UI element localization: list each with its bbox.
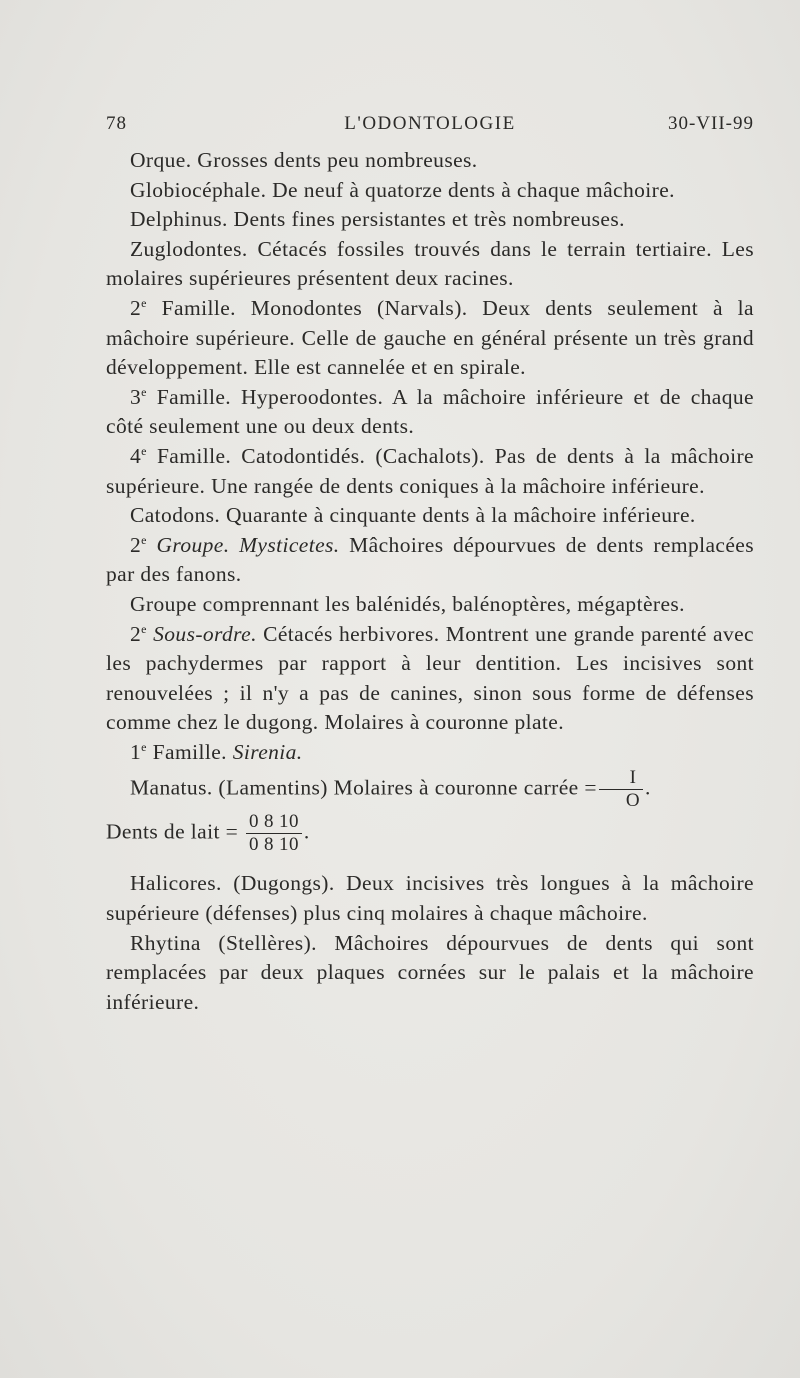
fraction-numerator: 0 8 10: [246, 811, 302, 834]
paragraph-sous-ordre-2: [106, 620, 754, 738]
ordinal: 2: [130, 295, 142, 320]
paragraph-text: Famille. Monodontes (Narvals). Deux dents seulement à la mâchoire supérieure. Celle de gauche en général présente un très grand développement. Elle est cannelée et en spirale.: [106, 295, 754, 380]
paragraph-orque: Orque. Grosses dents peu nombreuses.: [130, 148, 478, 172]
paragraph-text: Famille.: [146, 739, 233, 764]
ordinal-suffix: e: [141, 621, 147, 636]
paragraph-delphinus: Delphinus. Dents fines persistantes et très nombreuses.: [130, 207, 625, 232]
paragraph-rhytina: Rhytina (Stellères). Mâchoires dépourvues de dents qui sont remplacées par deux plaques cornées sur le palais et la mâchoire inférieure.: [106, 930, 754, 1014]
italic-heading: Sirenia.: [232, 739, 303, 764]
fraction-denominator: O: [625, 790, 641, 812]
paragraph-groupe-comprenant: Groupe comprennant les balénidés, balénoptères, mégaptères.: [130, 591, 685, 616]
body-text: [106, 146, 754, 1017]
issue-date: 30-VII-99: [667, 113, 754, 134]
ordinal-suffix: e: [141, 443, 147, 458]
paragraph-dents-de-lait: Dents de lait = $\frac{0 8 10}{0 8 10}$ .: [106, 811, 310, 856]
ordinal: 2: [130, 532, 142, 557]
paragraph-famille-3: [106, 383, 754, 442]
paragraph-famille-2: [106, 294, 754, 383]
ordinal: 4: [130, 443, 142, 468]
paragraph-text: Famille. Catodontidés. (Cachalots). Pas de dents à la mâchoire supérieure. Une rangée de dents coniques à la mâchoire inférieure.: [106, 443, 754, 498]
running-header: [106, 113, 754, 143]
italic-heading: Groupe. Mysticetes.: [146, 532, 340, 557]
fraction-denominator: 0 8 10: [248, 834, 299, 856]
paragraph-famille-4: [106, 442, 754, 501]
fraction-numerator: I: [599, 767, 643, 790]
paragraph-text: Manatus. (Lamentins) Molaires à couronne carrée =: [130, 775, 597, 800]
paragraph-halicores: Halicores. (Dugongs). Deux incisives très longues à la mâchoire supérieure (défenses) plus cinq molaires à chaque mâchoire.: [106, 871, 754, 926]
ordinal: 3: [130, 384, 142, 409]
paragraph-catodons: Catodons. Quarante à cinquante dents à la mâchoire inférieure.: [130, 503, 696, 528]
fraction-dents-de-lait: [246, 811, 302, 856]
paragraph-globiocephale: Globiocéphale. De neuf à quatorze dents à chaque mâchoire.: [130, 177, 675, 202]
page-number: 78: [106, 113, 127, 134]
ordinal: 2: [130, 621, 142, 646]
ordinal: 1: [130, 739, 142, 764]
paragraph-famille-1: [106, 738, 754, 768]
paragraph-manatus: Manatus. (Lamentins) Molaires à couronne carrée = $\frac{I}{O}$ .: [130, 767, 651, 812]
paragraph-zuglodontes: Zuglodontes. Cétacés fossiles trouvés dans le terrain tertiaire. Les molaires supérieures présentent deux racines.: [106, 236, 754, 291]
running-title: L'ODONTOLOGIE: [344, 113, 516, 134]
ordinal-suffix: e: [141, 295, 147, 310]
paragraph-groupe-2: [106, 531, 754, 590]
ordinal-suffix: e: [141, 384, 147, 399]
paragraph-text: Dents de lait =: [106, 819, 239, 844]
italic-heading: Sous-ordre.: [146, 621, 257, 646]
ordinal-suffix: e: [141, 532, 147, 547]
ordinal-suffix: e: [141, 739, 147, 754]
paragraph-text: Mâchoires dépourvues de dents remplacées par des fanons.: [106, 532, 755, 587]
fraction-manatus: [599, 767, 643, 812]
paragraph-text: Famille. Hyperoodontes. A la mâchoire inférieure et de chaque côté seulement une ou deux dents.: [106, 384, 754, 439]
paragraph-text: Cétacés herbivores. Montrent une grande parenté avec les pachydermes par rapport à leur dentition. Les incisives sont renouvelées ; il n'y a pas de canines, sinon sous forme de défenses comme chez le dugong. Molaires à couronne plate.: [106, 621, 754, 735]
